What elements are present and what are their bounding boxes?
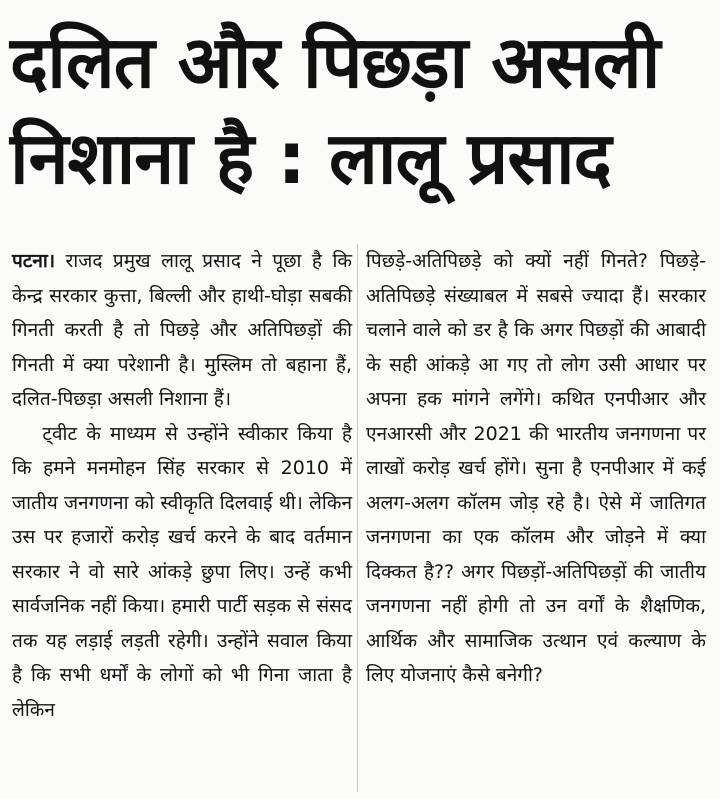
column-divider: [357, 244, 358, 792]
article-paragraph-2: ट्वीट के माध्यम से उन्होंने स्वीकार किया है कि हमने मनमोहन सिंह सरकार से 2010 में जातीय जनगणना को स्वीकृति दिलवाई थी। लेकिन उस पर हजारों करोड़ खर्च करने के बाद वर्तमान सरकार ने वो सारे आंकड़े छुपा लिए। उन्हें कभी सार्वजनिक नहीं किया। हमारी पार्टी सड़क से संसद तक यह लड़ाई लड़ती रहेगी। उन्होंने सवाल किया है कि सभी धर्मों के लोगों को भी गिना जाता है लेकिन: [12, 422, 352, 721]
headline: [10, 14, 710, 206]
article-column-right: [366, 244, 706, 792]
article-body: [8, 244, 712, 792]
article-paragraph-2-continued: पिछड़े-अतिपिछड़े को क्यों नहीं गिनते? पिछड़े-अतिपिछड़े संख्याबल में सबसे ज्यादा हैं। सरकार चलाने वाले को डर है कि अगर पिछड़ों की आबादी के सही आंकड़े आ गए तो लोग उसी आधार पर अपना हक मांगने लगेंगे। कथित एनपीआर और एनआरसी और 2021 की भारतीय जनगणना पर लाखों करोड़ खर्च होंगे। सुना है एनपीआर में कई अलग-अलग कॉलम जोड़ रहे है। ऐसे में जातिगत जनगणना का एक कॉलम और जोड़ने में क्या दिक्कत है?? अगर पिछड़ों-अतिपिछड़ों की जातीय जनगणना नहीं होगी तो उन वर्गों के शैक्षणिक, आर्थिक और सामाजिक उत्थान एवं कल्याण के लिए योजनाएं कैसे बनेगी?: [366, 250, 706, 686]
article-column-left: [12, 244, 352, 792]
headline-line-2: निशाना है : लालू प्रसाद: [10, 116, 611, 200]
article-paragraph-1: [12, 244, 352, 417]
headline-line-1: दलित और पिछड़ा असली: [10, 20, 660, 104]
article-paragraph-1-text: राजद प्रमुख लालू प्रसाद ने पूछा है कि केन्द्र सरकार कुत्ता, बिल्ली और हाथी-घोड़ा सबकी गिनती करती है तो पिछड़े और अतिपिछड़ों की गिनती में क्या परेशानी है। मुस्लिम तो बहाना हैं, दलित-पिछड़ा असली निशाना हैं।: [12, 250, 352, 410]
dateline: पटना।: [12, 250, 56, 272]
